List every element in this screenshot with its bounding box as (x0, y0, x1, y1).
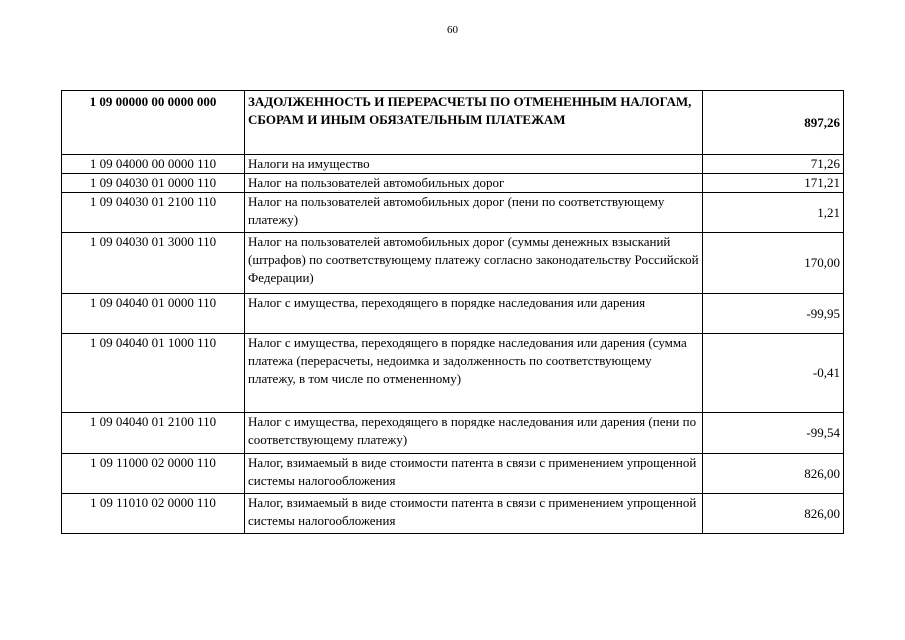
classification-code: 1 09 04030 01 2100 110 (62, 193, 245, 233)
table-row (62, 454, 844, 494)
item-name: Налог с имущества, переходящего в порядке наследования или дарения (пени по соответствующему платежу) (245, 413, 703, 454)
item-name: Налог, взимаемый в виде стоимости патента в связи с применением упрощенной системы налогообложения (245, 454, 703, 494)
item-name: Налог с имущества, переходящего в порядке наследования или дарения (245, 294, 703, 334)
item-name: Налог, взимаемый в виде стоимости патента в связи с применением упрощенной системы налогообложения (245, 494, 703, 534)
item-name: ЗАДОЛЖЕННОСТЬ И ПЕРЕРАСЧЕТЫ ПО ОТМЕНЕННЫМ НАЛОГАМ, СБОРАМ И ИНЫМ ОБЯЗАТЕЛЬНЫМ ПЛАТЕЖАМ (245, 91, 703, 155)
item-name: Налоги на имущество (245, 155, 703, 174)
amount: -99,95 (703, 294, 844, 334)
classification-code: 1 09 11010 02 0000 110 (62, 494, 245, 534)
table-row (62, 413, 844, 454)
item-name: Налог на пользователей автомобильных дорог (245, 174, 703, 193)
classification-code: 1 09 04040 01 1000 110 (62, 334, 245, 413)
classification-code: 1 09 04040 01 0000 110 (62, 294, 245, 334)
amount: 826,00 (703, 494, 844, 534)
amount: 1,21 (703, 193, 844, 233)
classification-code: 1 09 00000 00 0000 000 (62, 91, 245, 155)
classification-code: 1 09 04030 01 3000 110 (62, 233, 245, 294)
budget-table (61, 90, 844, 534)
table-row (62, 174, 844, 193)
table-row-header (62, 91, 844, 155)
page-number: 60 (447, 24, 458, 36)
table-row (62, 334, 844, 413)
table-row (62, 193, 844, 233)
amount: -0,41 (703, 334, 844, 413)
amount: 170,00 (703, 233, 844, 294)
table-row (62, 233, 844, 294)
table-row (62, 494, 844, 534)
classification-code: 1 09 04000 00 0000 110 (62, 155, 245, 174)
item-name: Налог с имущества, переходящего в порядке наследования или дарения (сумма платежа (перерасчеты, недоимка и задолженность по соответствующему платежу, в том числе по отмененному) (245, 334, 703, 413)
item-name: Налог на пользователей автомобильных дорог (пени по соответствующему платежу) (245, 193, 703, 233)
amount: 897,26 (703, 91, 844, 155)
classification-code: 1 09 11000 02 0000 110 (62, 454, 245, 494)
amount: 71,26 (703, 155, 844, 174)
amount: -99,54 (703, 413, 844, 454)
table-row (62, 294, 844, 334)
classification-code: 1 09 04040 01 2100 110 (62, 413, 245, 454)
item-name: Налог на пользователей автомобильных дорог (суммы денежных взысканий (штрафов) по соответствующему платежу согласно законодательству Российской Федерации) (245, 233, 703, 294)
classification-code: 1 09 04030 01 0000 110 (62, 174, 245, 193)
amount: 171,21 (703, 174, 844, 193)
amount: 826,00 (703, 454, 844, 494)
table-row (62, 155, 844, 174)
